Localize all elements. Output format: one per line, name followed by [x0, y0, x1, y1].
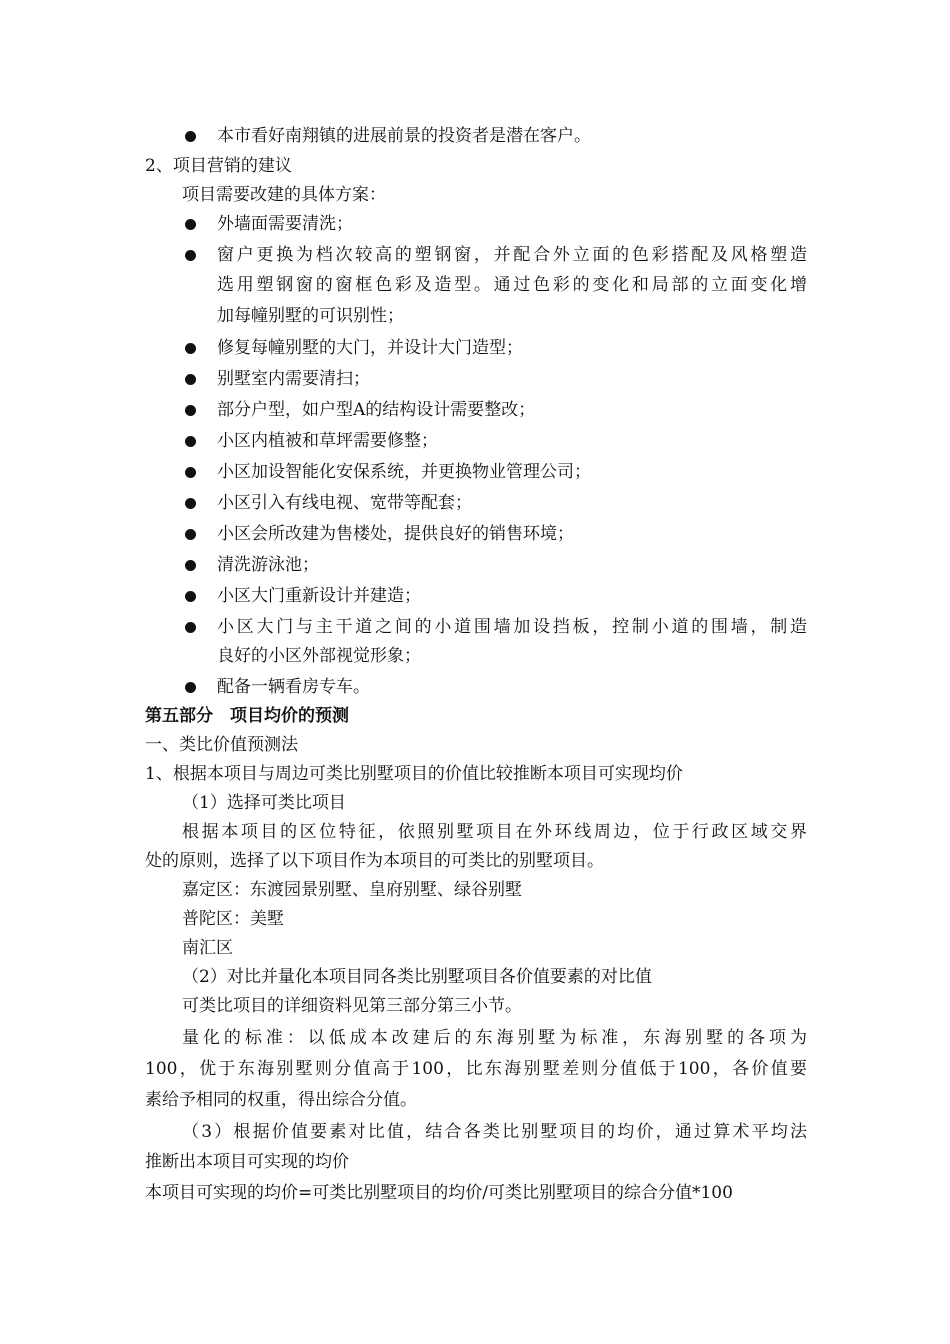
bullet-text: 清洗游泳池； — [217, 555, 319, 575]
bullet-icon — [185, 682, 196, 693]
subsection-heading: 1、根据本项目与周边可类比别墅项目的价值比较推断本项目可实现均价 — [145, 764, 683, 784]
bullet-icon — [185, 374, 196, 385]
bullet-icon — [185, 436, 196, 447]
paragraph: 推断出本项目可实现的均价 — [145, 1152, 349, 1172]
bullet-icon — [185, 131, 196, 142]
bullet-text: 良好的小区外部视觉形象； — [217, 646, 421, 666]
bullet-text: 别墅室内需要清扫； — [217, 369, 370, 389]
bullet-icon — [185, 622, 196, 633]
bullet-text: 小区大门重新设计并建造； — [217, 586, 421, 606]
bullet-icon — [185, 498, 196, 509]
part-heading: 第五部分 项目均价的预测 — [145, 706, 349, 726]
section-heading: 2、项目营销的建议 — [145, 156, 292, 176]
bullet-icon — [185, 467, 196, 478]
bullet-icon — [185, 343, 196, 354]
paragraph: 普陀区：美墅 — [182, 909, 284, 929]
paragraph: 处的原则，选择了以下项目作为本项目的可类比的别墅项目。 — [145, 851, 604, 871]
bullet-icon — [185, 250, 196, 261]
paragraph: 嘉定区：东渡园景别墅、皇府别墅、绿谷别墅 — [182, 880, 522, 900]
bullet-text: 加每幢别墅的可识别性； — [217, 306, 404, 326]
bullet-icon — [185, 529, 196, 540]
bullet-text: 小区会所改建为售楼处，提供良好的销售环境； — [217, 524, 574, 544]
paragraph: 根据本项目的区位特征，依照别墅项目在外环线周边，位于行政区域交界 — [182, 822, 807, 842]
paragraph: 南汇区 — [182, 938, 233, 958]
formula: 本项目可实现的均价=可类比别墅项目的均价/可类比别墅项目的综合分值*100 — [145, 1183, 733, 1203]
paragraph: 可类比项目的详细资料见第三部分第三小节。 — [182, 996, 522, 1016]
paragraph: 100，优于东海别墅则分值高于100，比东海别墅差则分值低于100，各价值要 — [145, 1059, 807, 1079]
paragraph: 量化的标准：以低成本改建后的东海别墅为标准，东海别墅的各项为 — [182, 1028, 807, 1048]
bullet-text: 部分户型，如户型A的结构设计需要整改； — [217, 400, 536, 420]
paragraph: 项目需要改建的具体方案： — [182, 185, 386, 205]
bullet-icon — [185, 405, 196, 416]
section-heading: 一、类比价值预测法 — [145, 735, 298, 755]
bullet-text: 修复每幢别墅的大门，并设计大门造型； — [217, 338, 523, 358]
bullet-text: 配备一辆看房专车。 — [217, 677, 370, 697]
bullet-text: 外墙面需要清洗； — [217, 214, 353, 234]
bullet-text: 小区加设智能化安保系统，并更换物业管理公司； — [217, 462, 591, 482]
subsection-heading: （1）选择可类比项目 — [182, 793, 346, 813]
bullet-text: 小区引入有线电视、宽带等配套； — [217, 493, 472, 513]
bullet-text: 小区内植被和草坪需要修整； — [217, 431, 438, 451]
bullet-text: 选用塑钢窗的窗框色彩及造型。通过色彩的变化和局部的立面变化增 — [217, 275, 807, 295]
subsection-heading: （2）对比并量化本项目同各类比别墅项目各价值要素的对比值 — [182, 967, 652, 987]
bullet-icon — [185, 219, 196, 230]
bullet-text: 窗户更换为档次较高的塑钢窗，并配合外立面的色彩搭配及风格塑造 — [217, 245, 807, 265]
bullet-text: 本市看好南翔镇的进展前景的投资者是潜在客户。 — [217, 126, 591, 146]
paragraph: 素给予相同的权重，得出综合分值。 — [145, 1090, 417, 1110]
subsection-heading: （3）根据价值要素对比值，结合各类比别墅项目的均价，通过算术平均法 — [182, 1122, 807, 1142]
bullet-text: 小区大门与主干道之间的小道围墙加设挡板，控制小道的围墙，制造 — [217, 617, 807, 637]
bullet-icon — [185, 591, 196, 602]
bullet-icon — [185, 560, 196, 571]
